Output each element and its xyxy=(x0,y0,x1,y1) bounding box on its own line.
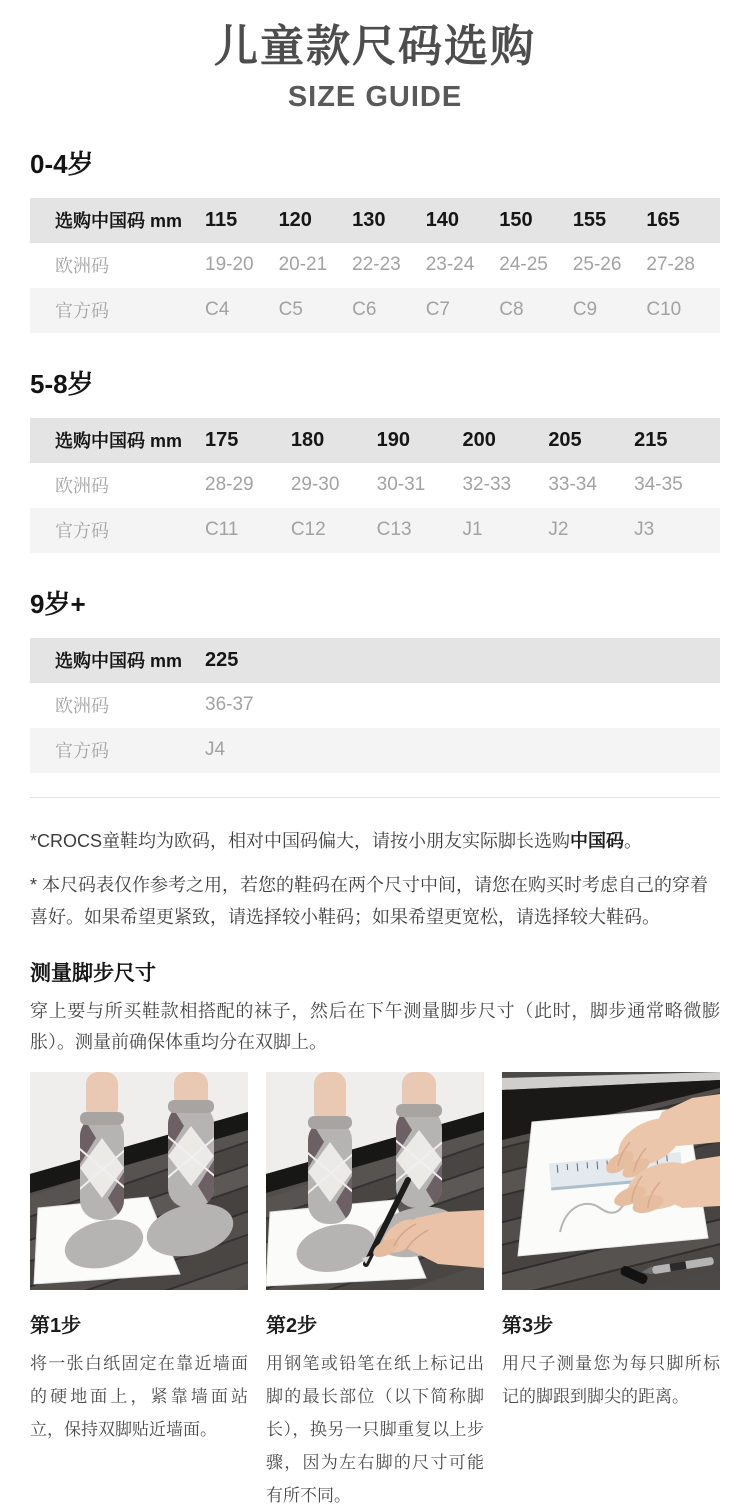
step-instructions xyxy=(30,1309,720,1512)
page-subtitle: SIZE GUIDE xyxy=(287,80,463,113)
row-label: 选购中国码 mm xyxy=(55,651,183,672)
step-1 xyxy=(30,1309,248,1512)
step-3-photo xyxy=(502,1072,720,1290)
size-cell: 34-35 xyxy=(634,474,683,496)
step-1-title: 第1步 xyxy=(30,1314,82,1337)
section-heading-0-4: 0-4岁 xyxy=(30,148,94,179)
size-cell: C6 xyxy=(352,299,377,321)
row-label: 官方码 xyxy=(55,741,109,762)
size-cell: 155 xyxy=(572,208,607,231)
table-row xyxy=(30,728,720,773)
sock-cuff xyxy=(308,1116,352,1129)
size-cell: C13 xyxy=(376,519,412,541)
size-cell: 36-37 xyxy=(205,694,254,716)
table-row xyxy=(30,638,720,683)
row-label: 欧洲码 xyxy=(55,256,109,277)
sock-cuff xyxy=(80,1112,124,1125)
size-cell: 140 xyxy=(425,208,460,231)
size-cell: 30-31 xyxy=(376,474,426,496)
size-cell: C5 xyxy=(278,299,303,321)
step-1-text: 将一张白纸固定在靠近墙面的硬地面上，紧靠墙面站立，保持双脚贴近墙面。 xyxy=(30,1353,248,1439)
measure-section-heading: 测量脚步尺寸 xyxy=(30,961,156,985)
step-3-text: 用尺子测量您为每只脚所标记的脚跟到脚尖的距离。 xyxy=(502,1353,720,1406)
size-cell: C4 xyxy=(205,299,230,321)
note-eu-sizing xyxy=(30,826,720,857)
size-cell: J2 xyxy=(548,519,569,541)
table-row xyxy=(30,288,720,333)
size-cell: 205 xyxy=(548,428,582,451)
size-cell: 20-21 xyxy=(278,254,328,276)
size-cell: 33-34 xyxy=(548,474,597,496)
table-row xyxy=(30,418,720,463)
step-photos xyxy=(30,1072,720,1290)
step-2-title: 第2步 xyxy=(266,1314,318,1337)
size-cell: 22-23 xyxy=(352,254,401,276)
measure-description: 穿上要与所买鞋款相搭配的袜子，然后在下午测量脚步尺寸（此时，脚步通常略微膨胀）。测量前确保体重均分在双脚上。 xyxy=(30,1000,720,1052)
size-cell: 29-30 xyxy=(290,474,340,496)
size-table-5-8 xyxy=(30,418,720,553)
size-table-9plus xyxy=(30,638,720,773)
section-heading-5-8: 5-8岁 xyxy=(30,368,94,399)
section-heading-9plus: 9岁+ xyxy=(30,588,86,619)
row-label: 欧洲码 xyxy=(55,696,109,717)
size-cell: C12 xyxy=(290,519,326,541)
row-label: 官方码 xyxy=(55,521,109,542)
page-title: 儿童款尺码选购 xyxy=(214,22,536,71)
size-cell: 200 xyxy=(462,428,496,451)
size-cell: J3 xyxy=(634,519,655,541)
size-cell: J1 xyxy=(462,519,483,541)
size-cell: 115 xyxy=(205,208,238,231)
table-row xyxy=(30,198,720,243)
table-row xyxy=(30,243,720,288)
size-cell: 175 xyxy=(205,428,239,451)
size-cell: 120 xyxy=(278,208,312,231)
step-1-photo xyxy=(30,1072,248,1290)
step-2-text: 用钢笔或铅笔在纸上标记出脚的最长部位（以下简称脚长），换另一只脚重复以上步骤，因为左右脚的尺寸可能有所不同。 xyxy=(266,1353,484,1505)
step-3 xyxy=(502,1309,720,1512)
step-2-photo xyxy=(266,1072,484,1290)
size-cell: C11 xyxy=(205,519,239,541)
row-label: 选购中国码 mm xyxy=(55,431,183,452)
size-cell: 32-33 xyxy=(462,474,512,496)
size-cell: 19-20 xyxy=(205,254,254,276)
size-cell: 24-25 xyxy=(499,254,548,276)
table-row xyxy=(30,508,720,553)
size-cell: 27-28 xyxy=(646,254,695,276)
row-label: 选购中国码 mm xyxy=(55,211,183,232)
size-cell: 28-29 xyxy=(205,474,254,496)
note-bold-text: 中国码 xyxy=(570,830,625,851)
row-label: 官方码 xyxy=(55,301,109,322)
size-cell: C10 xyxy=(646,299,682,321)
size-cell: 150 xyxy=(499,208,533,231)
size-cell: C7 xyxy=(425,299,450,321)
divider xyxy=(30,797,720,798)
size-cell: 215 xyxy=(634,428,668,451)
size-cell: 165 xyxy=(646,208,680,231)
table-row xyxy=(30,463,720,508)
size-cell: 225 xyxy=(205,648,239,671)
note-reference-only: * 本尺码表仅作参考之用，若您的鞋码在两个尺寸中间，请您在购买时考虑自己的穿着喜好。如果希望更紧致，请选择较小鞋码；如果希望更宽松，请选择较大鞋码。 xyxy=(30,874,709,927)
size-table-0-4 xyxy=(30,198,720,333)
size-cell: 180 xyxy=(290,428,325,451)
size-cell: 130 xyxy=(352,208,386,231)
size-cell: 190 xyxy=(376,428,411,451)
size-cell: 23-24 xyxy=(425,254,475,276)
note-text: 。 xyxy=(624,830,643,851)
sock-cuff xyxy=(396,1104,442,1117)
size-cell: J4 xyxy=(205,739,226,761)
socks-on-paper-illustration xyxy=(30,1072,248,1290)
step-3-title: 第3步 xyxy=(502,1314,554,1337)
row-label: 欧洲码 xyxy=(55,476,109,497)
step-2 xyxy=(266,1309,484,1512)
ruler-measuring-illustration xyxy=(502,1072,720,1290)
table-row xyxy=(30,683,720,728)
sock-cuff xyxy=(168,1100,214,1113)
note-text: *CROCS童鞋均为欧码，相对中国码偏大，请按小朋友实际脚长选购 xyxy=(30,830,571,851)
marking-foot-illustration xyxy=(266,1072,484,1290)
size-cell: C8 xyxy=(499,299,524,321)
size-cell: 25-26 xyxy=(572,254,622,276)
size-cell: C9 xyxy=(572,299,598,321)
